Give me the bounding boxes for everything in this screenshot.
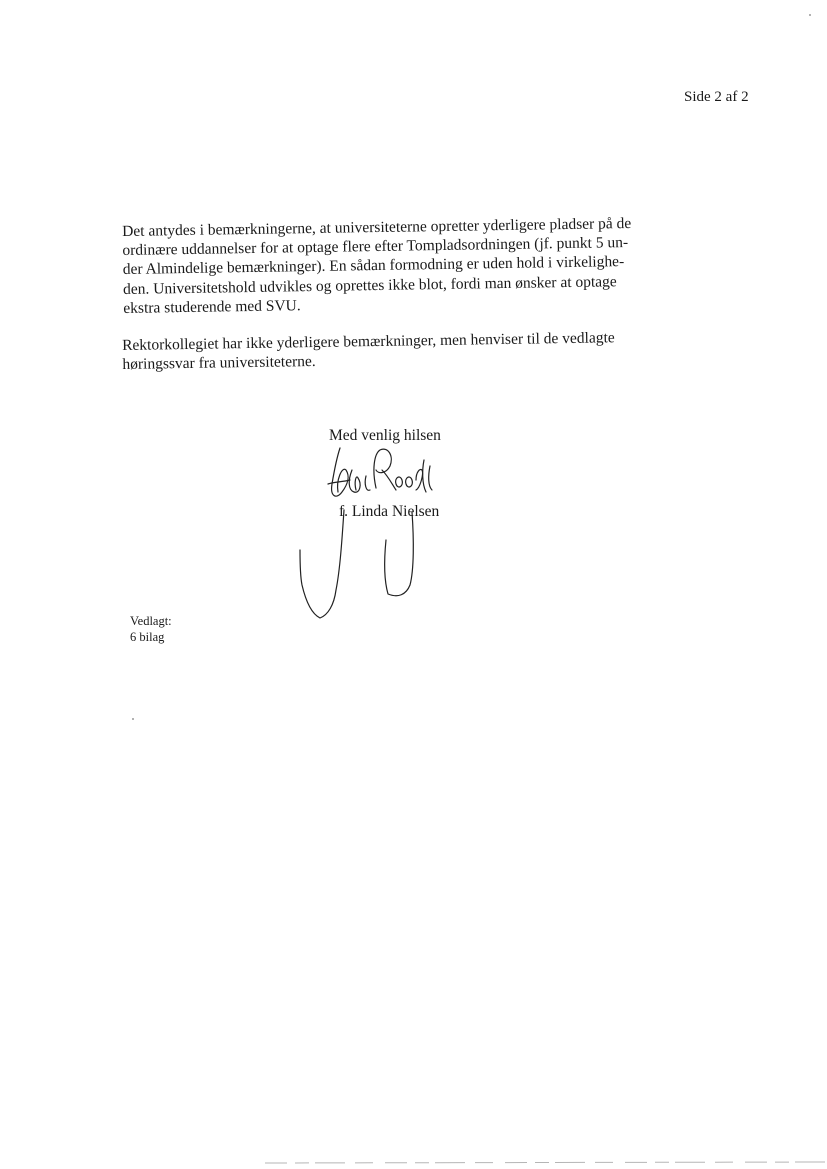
scan-speck — [132, 718, 134, 720]
text-line: Det antydes i bemærkningerne, at universiteterne opretter yderligere pladser på de — [122, 215, 632, 240]
body-paragraph-2 — [122, 328, 615, 374]
text-line: ordinære uddannelser for at optage flere efter Tompladsordningen (jf. punkt 5 un- — [122, 234, 629, 260]
closing-greeting: Med venlig hilsen — [329, 427, 441, 444]
enclosure-note — [130, 613, 172, 645]
text-line: høringssvar fra universiteterne. — [122, 353, 316, 374]
enclosure-count: 6 bilag — [130, 630, 165, 644]
text-line: den. Universitetshold udvikles og oprettes ikke blot, fordi man ønsker at optage — [122, 272, 617, 298]
scan-edge-line — [265, 1161, 825, 1165]
handwritten-signature — [290, 440, 450, 630]
signatory-name: f. Linda Nielsen — [339, 503, 440, 520]
text-line: Rektorkollegiet har ikke yderligere bemærkninger, men henviser til de vedlagte — [122, 329, 615, 354]
page-number: Side 2 af 2 — [684, 89, 749, 105]
text-line: ekstra studerende med SVU. — [123, 297, 301, 317]
enclosure-label: Vedlagt: — [130, 614, 172, 628]
scan-speck — [809, 14, 811, 16]
text-line: der Almindelige bemærkninger). En sådan formodning er uden hold i virkelighe- — [122, 253, 625, 279]
body-paragraph-1 — [122, 214, 633, 318]
